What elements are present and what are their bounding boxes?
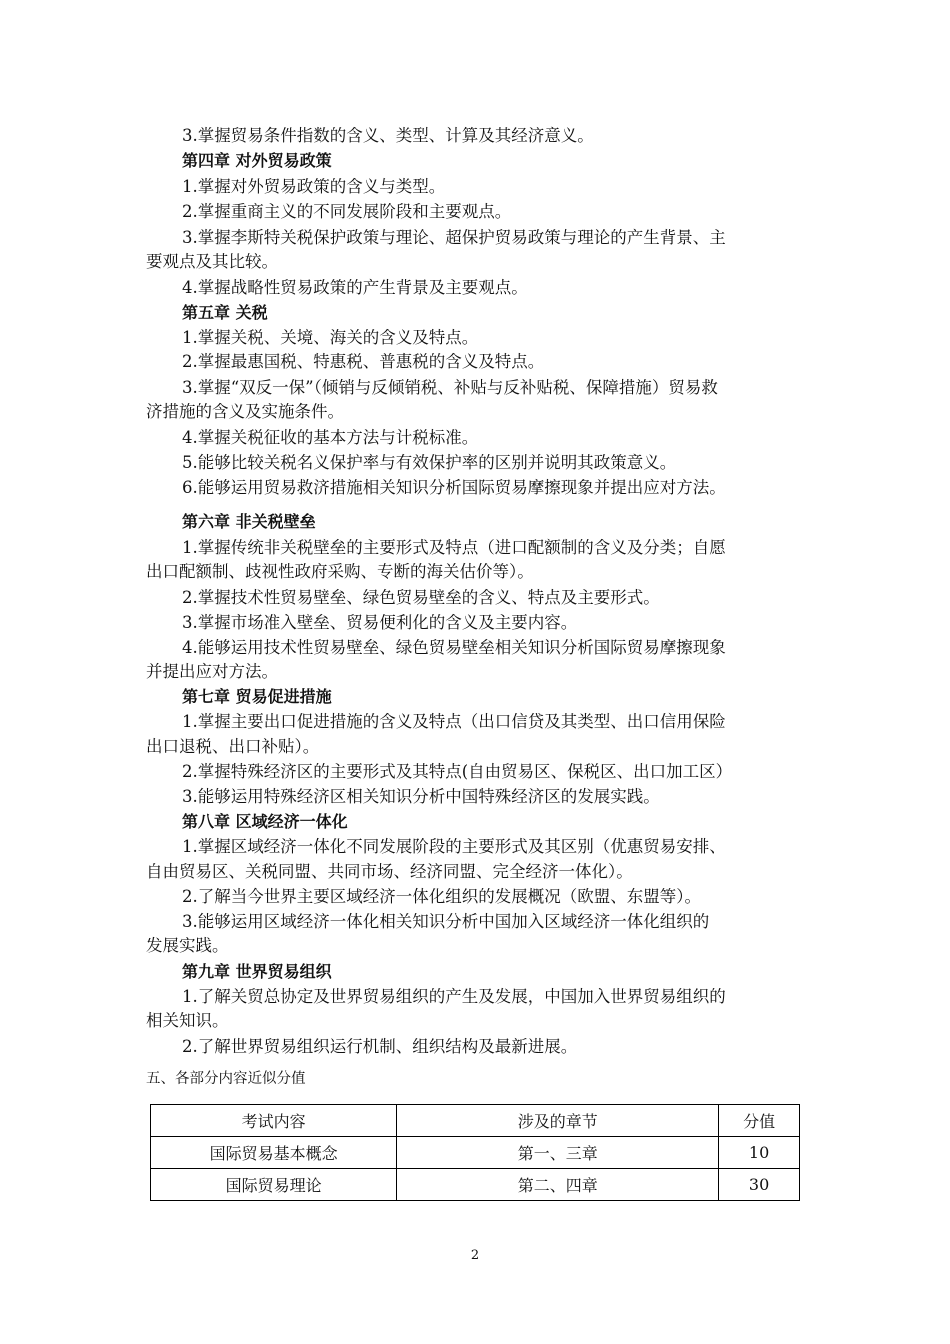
- text-line: 1.了解关贸总协定及世界贸易组织的产生及发展，中国加入世界贸易组织的: [182, 987, 726, 1006]
- table-header-cell: 分值: [719, 1105, 800, 1137]
- text-line: 1.掌握区域经济一体化不同发展阶段的主要形式及其区别（优惠贸易安排、: [182, 837, 726, 856]
- text-line: 2.掌握技术性贸易壁垒、绿色贸易壁垒的含义、特点及主要形式。: [182, 588, 660, 607]
- text-line: 3.能够运用区域经济一体化相关知识分析中国加入区域经济一体化组织的: [182, 912, 710, 931]
- text-line: 2.了解世界贸易组织运行机制、组织结构及最新进展。: [182, 1037, 578, 1056]
- text-line: 3.掌握“双反一保”（倾销与反倾销税、补贴与反补贴税、保障措施）贸易救: [182, 378, 718, 397]
- text-line: 并提出应对方法。: [146, 662, 278, 681]
- text-line: 出口退税、出口补贴）。: [146, 737, 320, 756]
- text-line: 2.了解当今世界主要区域经济一体化组织的发展概况（欧盟、东盟等）。: [182, 887, 701, 906]
- text-line: 1.掌握主要出口促进措施的含义及特点（出口信贷及其类型、出口信用保险: [182, 712, 726, 731]
- text-line: 相关知识。: [146, 1011, 229, 1030]
- text-line: 4.掌握关税征收的基本方法与计税标准。: [182, 428, 479, 447]
- text-line: 1.掌握关税、关境、海关的含义及特点。: [182, 328, 479, 347]
- text-line: 自由贸易区、关税同盟、共同市场、经济同盟、完全经济一体化）。: [146, 862, 633, 881]
- table-header-row: [151, 1105, 800, 1137]
- text-line: 2.掌握特殊经济区的主要形式及其特点(自由贸易区、保税区、出口加工区）: [182, 762, 733, 781]
- table-cell: 国际贸易理论: [151, 1169, 397, 1201]
- chapter-8-heading: 第八章 区域经济一体化: [182, 812, 348, 831]
- text-line: 1.掌握传统非关税壁垒的主要形式及特点（进口配额制的含义及分类；自愿: [182, 538, 726, 557]
- text-line: 5.能够比较关税名义保护率与有效保护率的区别并说明其政策意义。: [182, 453, 677, 472]
- text-line: 要观点及其比较。: [146, 252, 278, 271]
- page-number: 2: [470, 1248, 480, 1263]
- chapter-9-heading: 第九章 世界贸易组织: [182, 962, 332, 981]
- text-line: 出口配额制、歧视性政府采购、专断的海关估价等）。: [146, 562, 534, 581]
- chapter-4-heading: 第四章 对外贸易政策: [182, 151, 332, 170]
- score-table: [150, 1104, 800, 1201]
- text-line: 3.掌握市场准入壁垒、贸易便利化的含义及主要内容。: [182, 613, 578, 632]
- text-line: 4.能够运用技术性贸易壁垒、绿色贸易壁垒相关知识分析国际贸易摩擦现象: [182, 638, 726, 657]
- text-line: 1.掌握对外贸易政策的含义与类型。: [182, 177, 446, 196]
- table-row: [151, 1137, 800, 1169]
- table-cell: 第二、四章: [397, 1169, 719, 1201]
- text-line: 4.掌握战略性贸易政策的产生背景及主要观点。: [182, 278, 528, 297]
- table-cell: 第一、三章: [397, 1137, 719, 1169]
- chapter-6-heading: 第六章 非关税壁垒: [182, 512, 316, 531]
- section-5-title: 五、各部分内容近似分值: [146, 1071, 306, 1087]
- text-line: 济措施的含义及实施条件。: [146, 402, 344, 421]
- text-line: 2.掌握最惠国税、特惠税、普惠税的含义及特点。: [182, 352, 545, 371]
- table-cell: 10: [719, 1137, 800, 1169]
- table-row: [151, 1169, 800, 1201]
- table-header-cell: 考试内容: [151, 1105, 397, 1137]
- text-line: 2.掌握重商主义的不同发展阶段和主要观点。: [182, 202, 512, 221]
- chapter-5-heading: 第五章 关税: [182, 303, 268, 322]
- chapter-7-heading: 第七章 贸易促进措施: [182, 687, 332, 706]
- table-header-cell: 涉及的章节: [397, 1105, 719, 1137]
- text-line: 3.能够运用特殊经济区相关知识分析中国特殊经济区的发展实践。: [182, 787, 660, 806]
- table-cell: 国际贸易基本概念: [151, 1137, 397, 1169]
- text-line: 3.掌握李斯特关税保护政策与理论、超保护贸易政策与理论的产生背景、主: [182, 228, 726, 247]
- text-line: 6.能够运用贸易救济措施相关知识分析国际贸易摩擦现象并提出应对方法。: [182, 478, 726, 497]
- table-cell: 30: [719, 1169, 800, 1201]
- text-line: 3.掌握贸易条件指数的含义、类型、计算及其经济意义。: [182, 126, 594, 145]
- text-line: 发展实践。: [146, 936, 229, 955]
